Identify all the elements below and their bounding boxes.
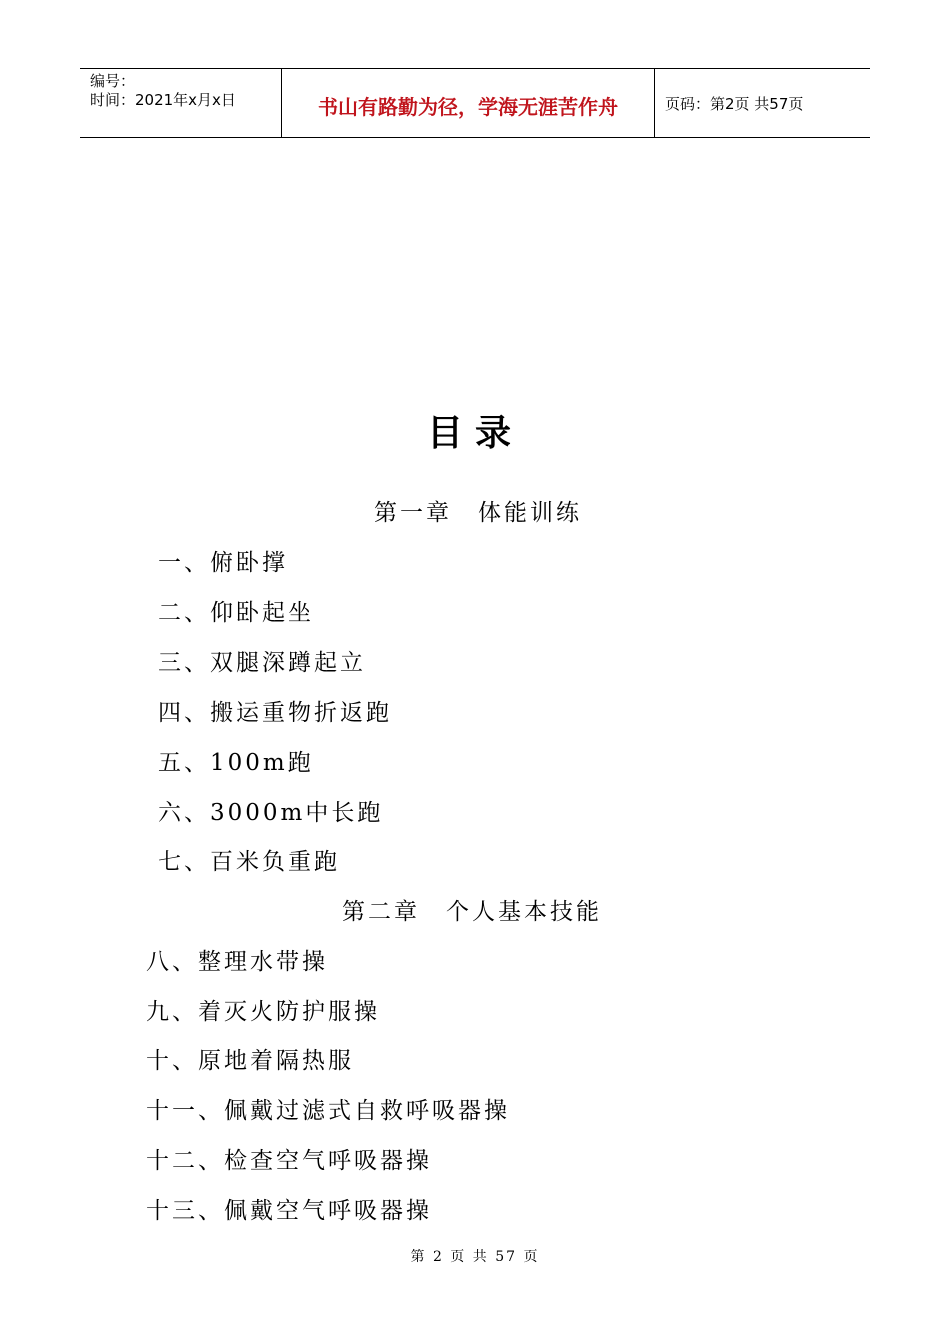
toc-item: 十二、检查空气呼吸器操 <box>146 1148 432 1174</box>
toc-item: 二、仰卧起坐 <box>158 600 314 626</box>
toc-item: 四、搬运重物折返跑 <box>158 700 392 726</box>
toc-item: 五、100m跑 <box>158 750 314 776</box>
page-footer: 第 2 页 共 57 页 <box>410 1249 540 1265</box>
toc-item: 三、双腿深蹲起立 <box>158 650 366 676</box>
toc-item: 十、原地着隔热服 <box>146 1048 354 1074</box>
toc-title: 目录 <box>426 412 523 454</box>
toc-item: 七、百米负重跑 <box>158 849 340 875</box>
toc-item: 十一、佩戴过滤式自救呼吸器操 <box>146 1098 510 1124</box>
toc-item: 九、着灭火防护服操 <box>146 999 380 1025</box>
page-header <box>80 68 870 138</box>
header-page-info: 页码：第2页 共57页 <box>665 94 804 113</box>
toc-item: 八、整理水带操 <box>146 949 328 975</box>
header-meta <box>80 69 282 137</box>
toc-item: 六、3000m中长跑 <box>158 800 384 826</box>
header-number: 编号： <box>90 72 136 90</box>
chapter-heading: 第二章 个人基本技能 <box>342 899 602 925</box>
toc-item: 十三、佩戴空气呼吸器操 <box>146 1198 432 1224</box>
toc-item: 一、俯卧撑 <box>158 550 288 576</box>
chapter-heading: 第一章 体能训练 <box>374 500 582 526</box>
header-motto: 书山有路勤为径，学海无涯苦作舟 <box>282 69 655 137</box>
header-time: 时间：2021年x月x日 <box>90 91 236 109</box>
